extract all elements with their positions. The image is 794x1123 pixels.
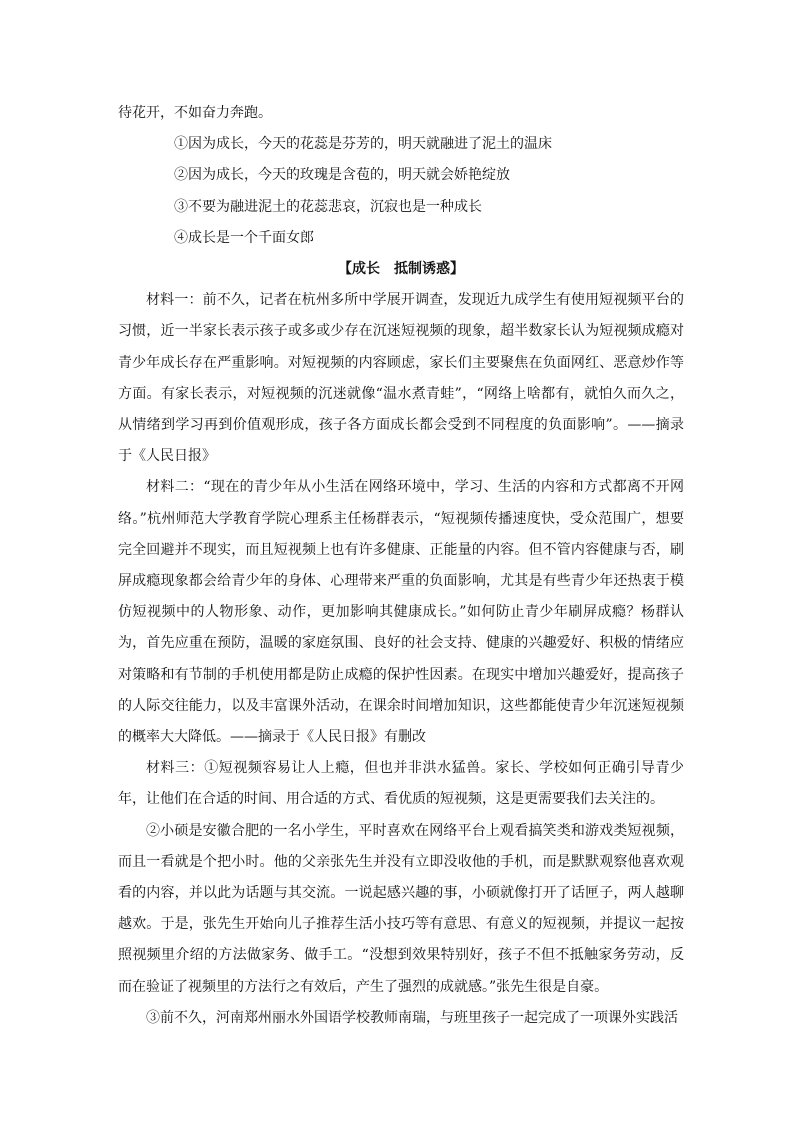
intro-line: 待花开，不如奋力奔跑。 <box>118 105 272 121</box>
material-1: 材料一：前不久，记者在杭州多所中学展开调查，发现近九成学生有使用短视频平台的习惯，近一半家长表示孩子或多或少存在沉迷短视频的现象，超半数家长认为短视频成瘾对青少年成长存在严重影响。对短视频的内容顾虑，家长们主要聚焦在负面网红、恶意炒作等方面。有家长表示，对短视频的沉迷就像“温水煮青蛙”，“网络上啥都有，就怕久而久之，从情绪到学习再到价值观形成，孩子各方面成长都会受到不同程度的负面影响”。——摘录于《人民日报》 <box>118 292 684 465</box>
material-3-part-3: ③前不久，河南郑州丽水外国语学校教师南瑞，与班里孩子一起完成了一项课外实践活 <box>146 1009 678 1026</box>
material-2: 材料二：“现在的青少年从小生活在网络环境中，学习、生活的内容和方式都离不开网络。”杭州师范大学教育学院心理系主任杨群表示，“短视频传播速度快，受众范围广，想要完全回避并不现实，而且短视频上也有许多健康、正能量的内容。但不管内容健康与否，刷屏成瘾现象都会给青少年的身体、心理带来严重的负面影响，尤其是有些青少年还热衷于模仿短视频中的人物形象、动作，更加影响其健康成长。”如何防止青少年刷屏成瘾？杨群认为，首先应重在预防，温暖的家庭氛围、良好的社会支持、健康的兴趣爱好、积极的情绪应对策略和有节制的手机使用都是防止成瘾的保护性因素。在现实中增加兴趣爱好，提高孩子的人际交往能力，以及丰富课外活动，在课余时间增加知识，这些都能使青少年沉迷短视频的概率大大降低。——摘录于《人民日报》有删改 <box>118 479 684 746</box>
option-4: ④成长是一个千面女郎 <box>174 229 314 246</box>
section-heading: 【成长 抵制诱惑】 <box>338 261 464 278</box>
material-3-part-1: 材料三：①短视频容易让人上瘾，但也并非洪水猛兽。家长、学校如何正确引导青少年，让他们在合适的时间、用合适的方式、看优质的短视频，这是更需要我们去关注的。 <box>118 760 684 808</box>
option-2: ②因为成长，今天的玫瑰是含苞的，明天就会娇艳绽放 <box>174 167 510 184</box>
option-1: ①因为成长，今天的花蕊是芬芳的，明天就融进了泥土的温床 <box>174 136 552 153</box>
option-3: ③不要为融进泥土的花蕊悲哀，沉寂也是一种成长 <box>174 198 482 215</box>
material-3-part-2: ②小硕是安徽合肥的一名小学生，平时喜欢在网络平台上观看搞笑类和游戏类短视频，而且一看就是个把小时。他的父亲张先生并没有立即没收他的手机，而是默默观察他喜欢观看的内容，并以此为话题与其交流。一说起感兴趣的事，小硕就像打开了话匣子，两人越聊越欢。于是，张先生开始向儿子推荐生活小技巧等有意思、有意义的短视频，并提议一起按照视频里介绍的方法做家务、做手工。“没想到效果特别好，孩子不但不抵触家务劳动，反而在验证了视频里的方法行之有效后，产生了强烈的成就感。”张先生很是自豪。 <box>118 822 684 995</box>
